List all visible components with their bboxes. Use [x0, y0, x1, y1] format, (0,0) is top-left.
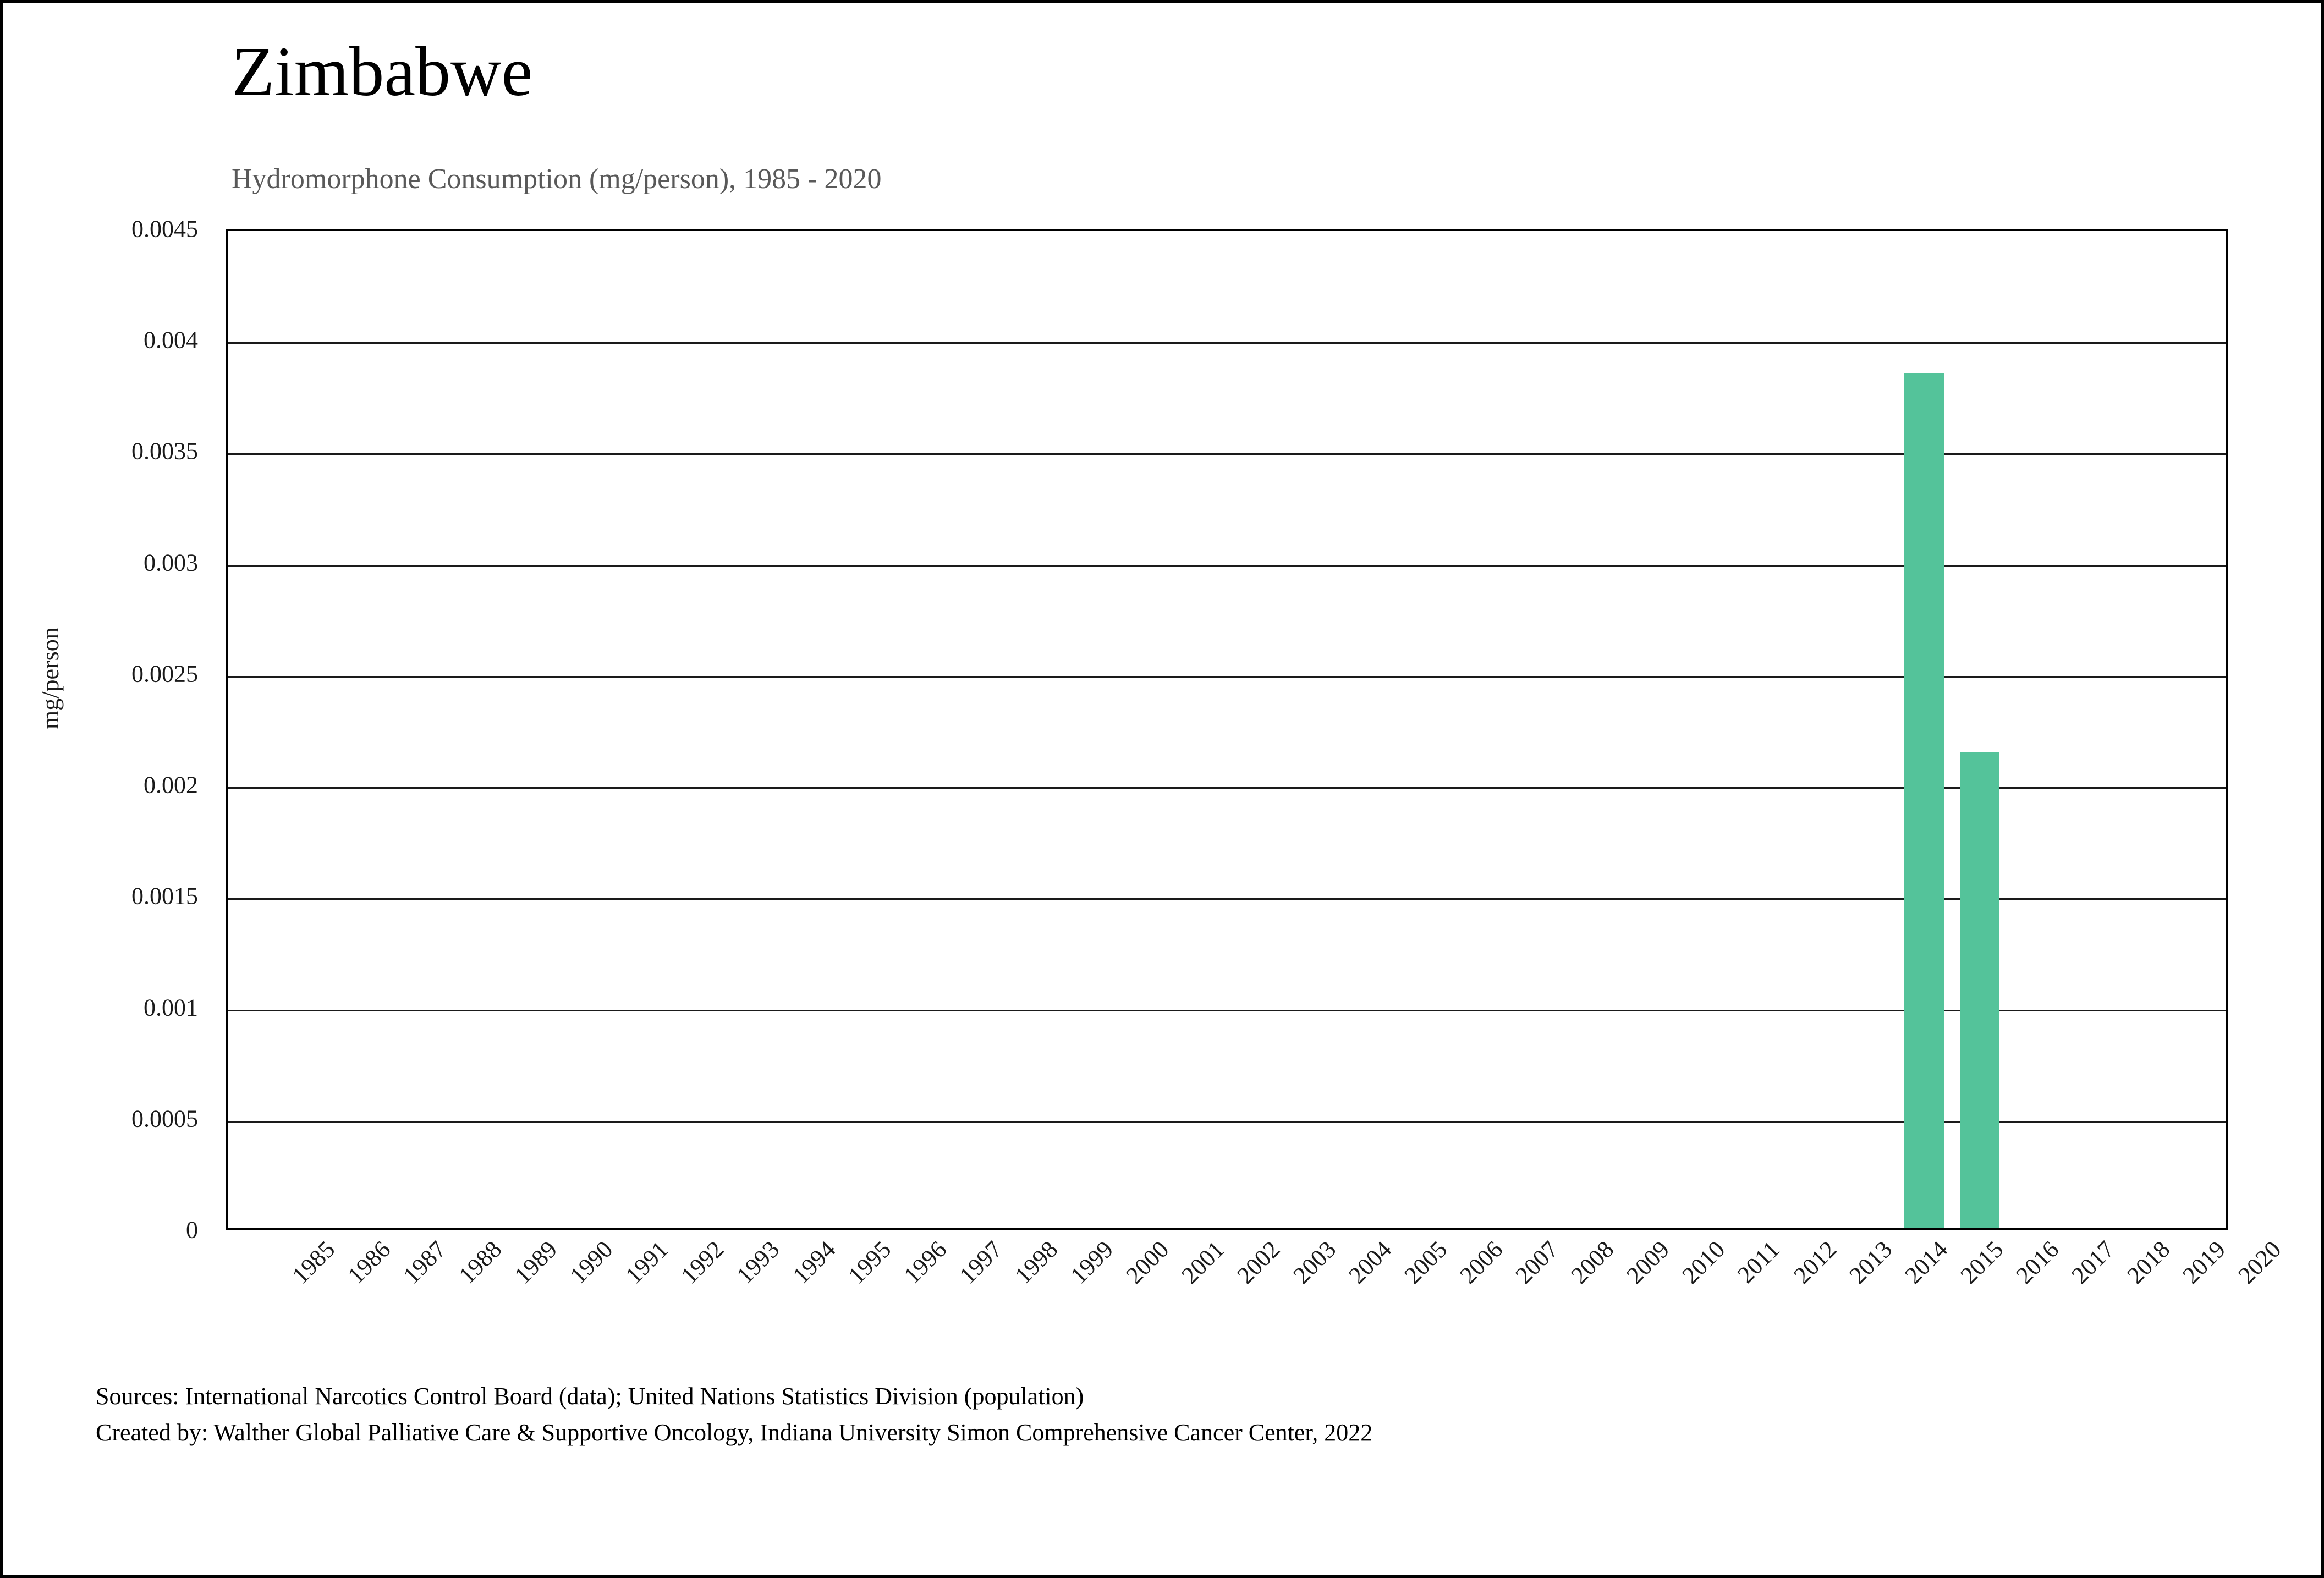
x-axis-tick-label: 1992: [675, 1235, 729, 1289]
bar-slot: [1785, 231, 1840, 1228]
x-axis-tick-label: 1991: [620, 1235, 674, 1289]
footer-sources: Sources: International Narcotics Control Board (data); United Nations Statistics Division (population): [96, 1383, 1084, 1410]
x-axis-tick-label: 1989: [509, 1235, 563, 1289]
bar-slot: [1896, 231, 1952, 1228]
bar-slot: [283, 231, 339, 1228]
bar-slot: [2174, 231, 2230, 1228]
bar-slot: [728, 231, 784, 1228]
x-axis-tick-label: 1995: [843, 1235, 897, 1289]
y-axis-tick-label: 0.0005: [131, 1105, 198, 1132]
x-axis-tick-label: 2014: [1899, 1235, 1953, 1289]
bar-slot: [2119, 231, 2174, 1228]
footer-created-by: Created by: Walther Global Palliative Care & Supportive Oncology, Indiana University Simon Comprehensive Cancer Center, 2022: [96, 1419, 1373, 1446]
x-axis-tick-label: 2009: [1621, 1235, 1675, 1289]
x-axis-tick-label: 1996: [898, 1235, 952, 1289]
bar-slot: [1396, 231, 1451, 1228]
x-axis-tick-label: 2019: [2177, 1235, 2231, 1289]
bar-slot: [506, 231, 562, 1228]
bar-slot: [1451, 231, 1507, 1228]
bar-slot: [1340, 231, 1396, 1228]
bar: [1960, 752, 2000, 1228]
x-axis-tick-label: 2006: [1454, 1235, 1508, 1289]
y-axis-tick-label: 0.003: [144, 549, 198, 576]
bar-slot: [1563, 231, 1618, 1228]
bar-slot: [1118, 231, 1173, 1228]
y-axis-tick-label: 0: [186, 1216, 198, 1244]
bar-slot: [673, 231, 728, 1228]
x-axis-tick-label: 1997: [954, 1235, 1008, 1289]
bar-slot: [1173, 231, 1229, 1228]
plot-area: [226, 229, 2228, 1230]
bar-slot: [2063, 231, 2119, 1228]
bar-slot: [228, 231, 283, 1228]
y-axis-tick-labels: [3, 215, 212, 1244]
bar-slot: [450, 231, 506, 1228]
y-axis-tick-label: 0.0025: [131, 660, 198, 688]
x-axis-tick-label: 2007: [1510, 1235, 1564, 1289]
x-axis-tick-label: 1985: [287, 1235, 340, 1289]
x-axis-tick-label: 2003: [1288, 1235, 1341, 1289]
x-axis-tick-label: 2002: [1232, 1235, 1285, 1289]
x-axis-tick-label: 1993: [731, 1235, 785, 1289]
x-axis-tick-label: 2008: [1565, 1235, 1619, 1289]
bar-slot: [339, 231, 394, 1228]
bar-slot: [895, 231, 951, 1228]
page-title: Zimbabwe: [232, 32, 533, 111]
bar-series: [228, 231, 2226, 1228]
x-axis-tick-labels: [226, 1235, 2287, 1367]
bar-slot: [1062, 231, 1118, 1228]
bar-slot: [1674, 231, 1729, 1228]
bar-slot: [1952, 231, 2007, 1228]
y-axis-tick-label: 0.001: [144, 994, 198, 1021]
bar-slot: [839, 231, 895, 1228]
x-axis-tick-label: 2005: [1399, 1235, 1453, 1289]
x-axis-tick-label: 2017: [2066, 1235, 2120, 1289]
y-axis-tick-label: 0.004: [144, 326, 198, 354]
x-axis-tick-label: 2004: [1343, 1235, 1397, 1289]
x-axis-tick-label: 2010: [1677, 1235, 1730, 1289]
x-axis-tick-label: 1987: [398, 1235, 452, 1289]
y-axis-tick-label: 0.0035: [131, 437, 198, 465]
x-axis-tick-label: 2016: [2010, 1235, 2064, 1289]
y-axis-tick-label: 0.0045: [131, 215, 198, 243]
bar-slot: [562, 231, 617, 1228]
bar-slot: [1507, 231, 1563, 1228]
bar-slot: [951, 231, 1006, 1228]
bar-slot: [617, 231, 673, 1228]
y-axis-tick-label: 0.002: [144, 771, 198, 799]
bar-slot: [1729, 231, 1785, 1228]
footer-notes: [96, 1378, 1372, 1451]
x-axis-tick-label: 2015: [1955, 1235, 2009, 1289]
bar-slot: [1618, 231, 1674, 1228]
y-axis-tick-label: 0.0015: [131, 882, 198, 910]
x-axis-tick-label: 2001: [1176, 1235, 1230, 1289]
y-axis-title: mg/person: [37, 627, 64, 729]
x-axis-tick-label: 1988: [453, 1235, 507, 1289]
x-axis-tick-label: 2018: [2122, 1235, 2175, 1289]
bar-slot: [2008, 231, 2063, 1228]
bar-slot: [1840, 231, 1896, 1228]
x-axis-tick-label: 1990: [564, 1235, 618, 1289]
bar-slot: [394, 231, 450, 1228]
bar: [1904, 373, 1944, 1228]
x-axis-tick-label: 2000: [1120, 1235, 1174, 1289]
bar-slot: [1229, 231, 1284, 1228]
x-axis-tick-label: 1986: [342, 1235, 396, 1289]
chart-subtitle: Hydromorphone Consumption (mg/person), 1985 - 2020: [232, 163, 882, 195]
bar-slot: [784, 231, 839, 1228]
x-axis-tick-label: 2011: [1732, 1235, 1785, 1289]
x-axis-tick-label: 2020: [2233, 1235, 2287, 1289]
bar-slot: [1007, 231, 1062, 1228]
x-axis-tick-label: 1999: [1065, 1235, 1119, 1289]
x-axis-tick-label: 1994: [787, 1235, 840, 1289]
x-axis-tick-label: 2012: [1788, 1235, 1842, 1289]
x-axis-tick-label: 2013: [1844, 1235, 1898, 1289]
x-axis-tick-label: 1998: [1009, 1235, 1063, 1289]
bar-slot: [1284, 231, 1340, 1228]
